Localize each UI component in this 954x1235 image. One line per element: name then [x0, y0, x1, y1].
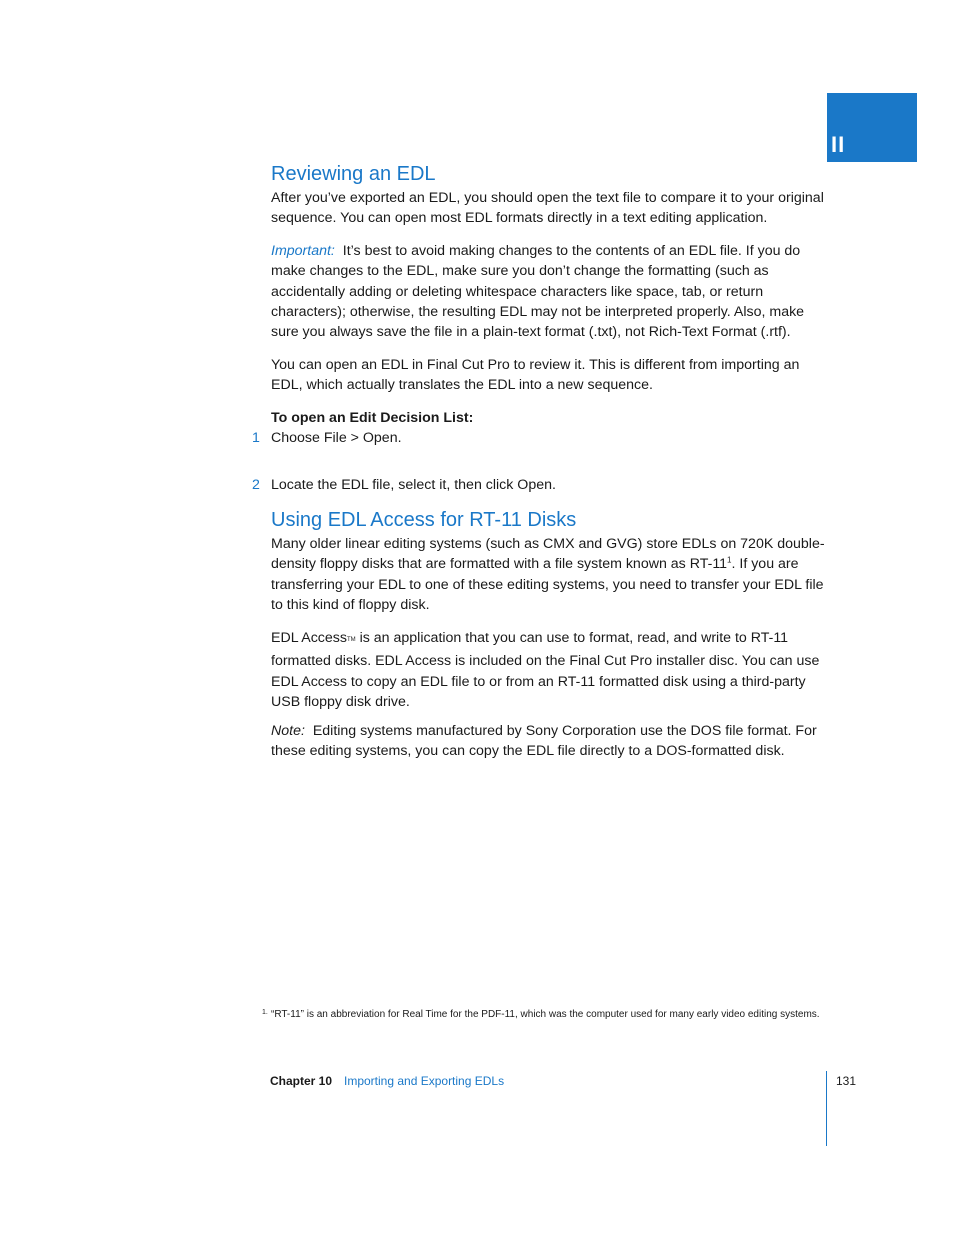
- footer-chapter-title: Importing and Exporting EDLs: [344, 1074, 505, 1088]
- step-text: Locate the EDL file, select it, then click Open.: [271, 477, 556, 494]
- part-tab-label: II: [831, 132, 846, 157]
- step-1: [252, 428, 831, 448]
- section1-paragraph-3: You can open an EDL in Final Cut Pro to review it. This is different from importing an EDL, which actually translates the EDL into a new sequence.: [271, 357, 800, 394]
- procedure-title: To open an Edit Decision List:: [271, 410, 474, 426]
- step-number: 1: [252, 430, 260, 446]
- section1-paragraph-1: After you’ve exported an EDL, you should open the text file to compare it to your original sequence. You can open most EDL formats directly in a text editing application.: [271, 190, 824, 227]
- step-text: Choose File > Open.: [271, 430, 402, 446]
- section-heading-reviewing: Reviewing an EDL: [271, 163, 436, 185]
- footnote-text: “RT-11” is an abbreviation for Real Time for the PDF-11, which was the computer used for many early video editing systems.: [271, 1009, 820, 1020]
- footer-chapter: Chapter 10: [270, 1074, 333, 1088]
- page-number: 131: [836, 1074, 857, 1088]
- step-number: 2: [252, 477, 260, 494]
- note-text: Editing systems manufactured by Sony Corporation use the DOS file format. For these editing systems, you can copy the EDL file directly to a DOS-formatted disk.: [271, 723, 817, 760]
- important-text: It’s best to avoid making changes to the contents of an EDL file. If you do make changes to the EDL, make sure you don’t change the formatting (such as accidentally adding or deleting whitespace characters like space, tab, or return characters); otherwise, the resulting EDL may not be interpreted properly. Also, make sure you always save the file in a plain-text format (.txt), not Rich-Text Format (.rtf).: [271, 243, 805, 341]
- step-2: [252, 475, 831, 495]
- section2-para2-text-cont: is an application that you can use to format, read, and write to RT-11 formatted disks. EDL Access is included on the Final Cut Pro installer disc. You can use EDL Access to copy an EDL file to or from an RT-11 formatted disk using a third-party USB floppy disk drive.: [271, 630, 820, 710]
- footnote-mark: 1.: [262, 1009, 268, 1016]
- section2-paragraph-2: [271, 628, 831, 712]
- note-label: Note:: [271, 723, 305, 739]
- important-label: Important:: [271, 243, 335, 259]
- part-tab: [827, 93, 917, 162]
- important-paragraph: [271, 241, 831, 342]
- note-paragraph: [271, 721, 831, 762]
- section-heading-edl-access: Using EDL Access for RT-11 Disks: [271, 509, 577, 531]
- section2-para1-text: Many older linear editing systems (such as CMX and GVG) store EDLs on 720K double-density floppy disks that are formatted with a file system known as RT-11: [271, 536, 825, 573]
- trademark-mark: TM: [346, 637, 356, 643]
- footnote-reference: 1: [727, 555, 732, 565]
- section2-para2-text: EDL Access: [271, 630, 347, 646]
- section2-para1-text-cont: . If you are transferring your EDL to one of these editing systems, you need to transfer your EDL file to this kind of floppy disk.: [271, 556, 824, 613]
- footer-divider: [826, 1071, 827, 1146]
- footnote: [262, 1008, 831, 1021]
- section2-paragraph-1: [271, 534, 831, 615]
